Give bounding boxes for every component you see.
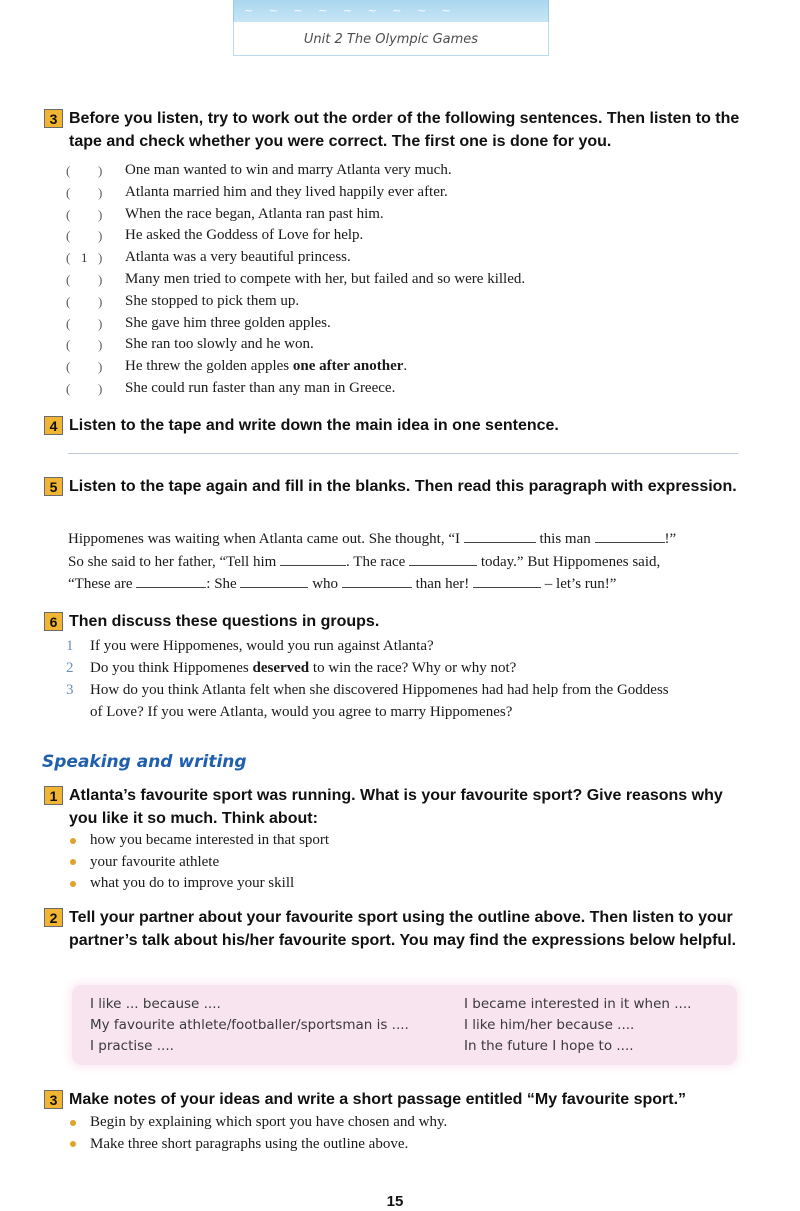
- blank-field[interactable]: [342, 574, 412, 588]
- header-banner: [233, 0, 549, 22]
- bullet-icon: [70, 859, 76, 865]
- answer-slot[interactable]: ( ): [66, 315, 103, 331]
- question-number: 2: [66, 660, 74, 676]
- ordering-item: [66, 291, 726, 313]
- sentence-text: Many men tried to compete with her, but failed and so were killed.: [125, 270, 526, 287]
- given-answer: 1: [81, 250, 88, 266]
- exercise-heading: [44, 610, 754, 633]
- question-number: 3: [66, 682, 74, 698]
- question-item: [66, 679, 766, 723]
- sentence-text: One man wanted to win and marry Atlanta very much.: [125, 162, 452, 178]
- ordering-item: [66, 334, 726, 356]
- exercise-6-discussion: [44, 610, 754, 633]
- speaking-exercise-1: [44, 784, 754, 830]
- question-number: 1: [66, 638, 74, 654]
- answer-slot[interactable]: ( ): [66, 359, 103, 375]
- useful-expressions-box: [72, 985, 737, 1065]
- list-item: Make three short paragraphs using the outline above.: [66, 1134, 447, 1156]
- paragraph-line: Hippomenes was waiting when Atlanta came out. She thought, “I this man !”: [68, 531, 677, 547]
- blank-field[interactable]: [136, 574, 206, 588]
- main-idea-answer-line[interactable]: [68, 453, 738, 454]
- question-item: [66, 657, 766, 679]
- exercise-instruction: Then discuss these questions in groups.: [69, 613, 380, 630]
- sentence-text: Atlanta was a very beautiful princess.: [125, 249, 351, 266]
- question-text: If you were Hippomenes, would you run against Atlanta?: [90, 638, 434, 654]
- bullet-icon: [70, 1141, 76, 1147]
- sentence-text: She gave him three golden apples.: [125, 314, 331, 331]
- expression-item: In the future I hope to ....: [464, 1038, 634, 1054]
- expression-item: I became interested in it when ....: [464, 996, 692, 1012]
- paragraph-line: “These are : She who than her! – let’s run!”: [68, 576, 617, 592]
- expression-item: My favourite athlete/footballer/sportsman is ....: [90, 1017, 409, 1033]
- ordering-item: [66, 225, 726, 247]
- exercise-heading: [44, 1088, 754, 1111]
- answer-slot[interactable]: ( 1 ): [66, 247, 125, 269]
- exercise-instruction: Make notes of your ideas and write a short passage entitled “My favourite sport.”: [69, 1091, 687, 1108]
- question-text: Do you think Hippomenes deserved to win the race? Why or why not?: [90, 660, 517, 676]
- list-item: your favourite athlete: [66, 852, 329, 874]
- think-about-list: [66, 830, 329, 895]
- ordering-item: [66, 204, 726, 226]
- unit-title: Unit 2 The Olympic Games: [303, 32, 479, 47]
- fill-in-paragraph: [68, 528, 758, 596]
- exercise-instruction: Tell your partner about your favourite sport using the outline above. Then listen to your partner’s talk about his/her favourite sport. You may find the expressions below helpful.: [69, 909, 737, 949]
- exercise-instruction: Before you listen, try to work out the order of the following sentences. Then listen to the tape and check whether you were correct. The first one is done for you.: [69, 110, 740, 150]
- bullet-icon: [70, 838, 76, 844]
- expression-item: I practise ....: [90, 1038, 174, 1054]
- bullet-icon: [70, 881, 76, 887]
- exercise-number-badge: 4: [44, 416, 63, 435]
- exercise-heading: [44, 784, 754, 830]
- exercise-number-badge: 3: [44, 1090, 63, 1109]
- writing-tips-list: [66, 1112, 447, 1155]
- ordering-item: [66, 313, 726, 335]
- exercise-heading: [44, 906, 754, 952]
- exercise-instruction: Listen to the tape and write down the main idea in one sentence.: [69, 417, 559, 434]
- ordering-item: [66, 160, 726, 182]
- exercise-heading: [44, 107, 754, 153]
- sentence-text: She could run faster than any man in Greece.: [125, 379, 396, 396]
- paragraph-line: So she said to her father, “Tell him . The race today.” But Hippomenes said,: [68, 553, 661, 570]
- sentence-text: Atlanta married him and they lived happily ever after.: [125, 183, 448, 200]
- speaking-exercise-3: [44, 1088, 754, 1111]
- exercise-number-badge: 6: [44, 612, 63, 631]
- answer-slot[interactable]: ( ): [66, 206, 103, 222]
- exercise-number-badge: 3: [44, 109, 63, 128]
- list-item: how you became interested in that sport: [66, 830, 329, 852]
- exercise-4-listening: [44, 414, 754, 437]
- key-phrase: one after another: [292, 358, 404, 375]
- blank-field[interactable]: [280, 552, 346, 566]
- question-item: [66, 635, 766, 657]
- exercise-instruction: Listen to the tape again and fill in the blanks. Then read this paragraph with expression.: [69, 478, 737, 495]
- key-word: deserved: [252, 660, 310, 676]
- answer-slot[interactable]: ( ): [66, 184, 103, 200]
- answer-slot[interactable]: ( ): [66, 337, 103, 353]
- header-decoration: ~ ~ ~ ~ ~ ~ ~ ~ ~: [244, 4, 457, 17]
- expression-item: I like ... because ....: [90, 996, 221, 1012]
- sentence-text: He threw the golden apples one after another.: [125, 358, 408, 375]
- sentence-text: She ran too slowly and he won.: [125, 336, 314, 353]
- expressions-left-column: [90, 994, 409, 1057]
- exercise-number-badge: 5: [44, 477, 63, 496]
- exercise-heading: [44, 475, 754, 498]
- ordering-item: [66, 247, 726, 269]
- ordering-item: [66, 182, 726, 204]
- ordering-item: [66, 269, 726, 291]
- blank-field[interactable]: [464, 529, 536, 543]
- answer-slot[interactable]: ( ): [66, 380, 103, 396]
- exercise-5-listening: [44, 475, 754, 498]
- answer-slot[interactable]: ( ): [66, 228, 103, 244]
- sentence-text: She stopped to pick them up.: [125, 292, 300, 309]
- blank-field[interactable]: [409, 552, 477, 566]
- exercise-heading: [44, 414, 754, 437]
- list-item: what you do to improve your skill: [66, 873, 329, 895]
- sentence-text: When the race began, Atlanta ran past him.: [125, 205, 384, 222]
- section-title: Speaking and writing: [42, 752, 247, 772]
- blank-field[interactable]: [240, 574, 308, 588]
- sentence-text: He asked the Goddess of Love for help.: [125, 227, 364, 244]
- list-item: Begin by explaining which sport you have chosen and why.: [66, 1112, 447, 1134]
- expression-item: I like him/her because ....: [464, 1017, 635, 1033]
- expressions-right-column: [464, 994, 691, 1057]
- answer-slot[interactable]: ( ): [66, 163, 103, 178]
- bullet-icon: [70, 1120, 76, 1126]
- speaking-exercise-2: [44, 906, 754, 952]
- page-number: 15: [386, 1193, 404, 1210]
- ordering-list: [66, 160, 726, 400]
- answer-slot[interactable]: ( ): [66, 293, 103, 309]
- ordering-item: [66, 378, 726, 400]
- ordering-item: [66, 356, 726, 378]
- exercise-instruction: Atlanta’s favourite sport was running. What is your favourite sport? Give reasons why you like it so much. Think about:: [69, 787, 723, 827]
- exercise-3-listening: [44, 107, 754, 153]
- blank-field[interactable]: [473, 574, 541, 588]
- answer-slot[interactable]: ( ): [66, 271, 103, 287]
- discussion-questions: [66, 635, 766, 723]
- exercise-number-badge: 1: [44, 786, 63, 805]
- question-text: How do you think Atlanta felt when she discovered Hippomenes had had help from the Goddess of Love? If you were Atlanta, would you agree to marry Hippomenes?: [90, 682, 669, 720]
- blank-field[interactable]: [595, 529, 665, 543]
- unit-header: [233, 22, 549, 56]
- exercise-number-badge: 2: [44, 908, 63, 927]
